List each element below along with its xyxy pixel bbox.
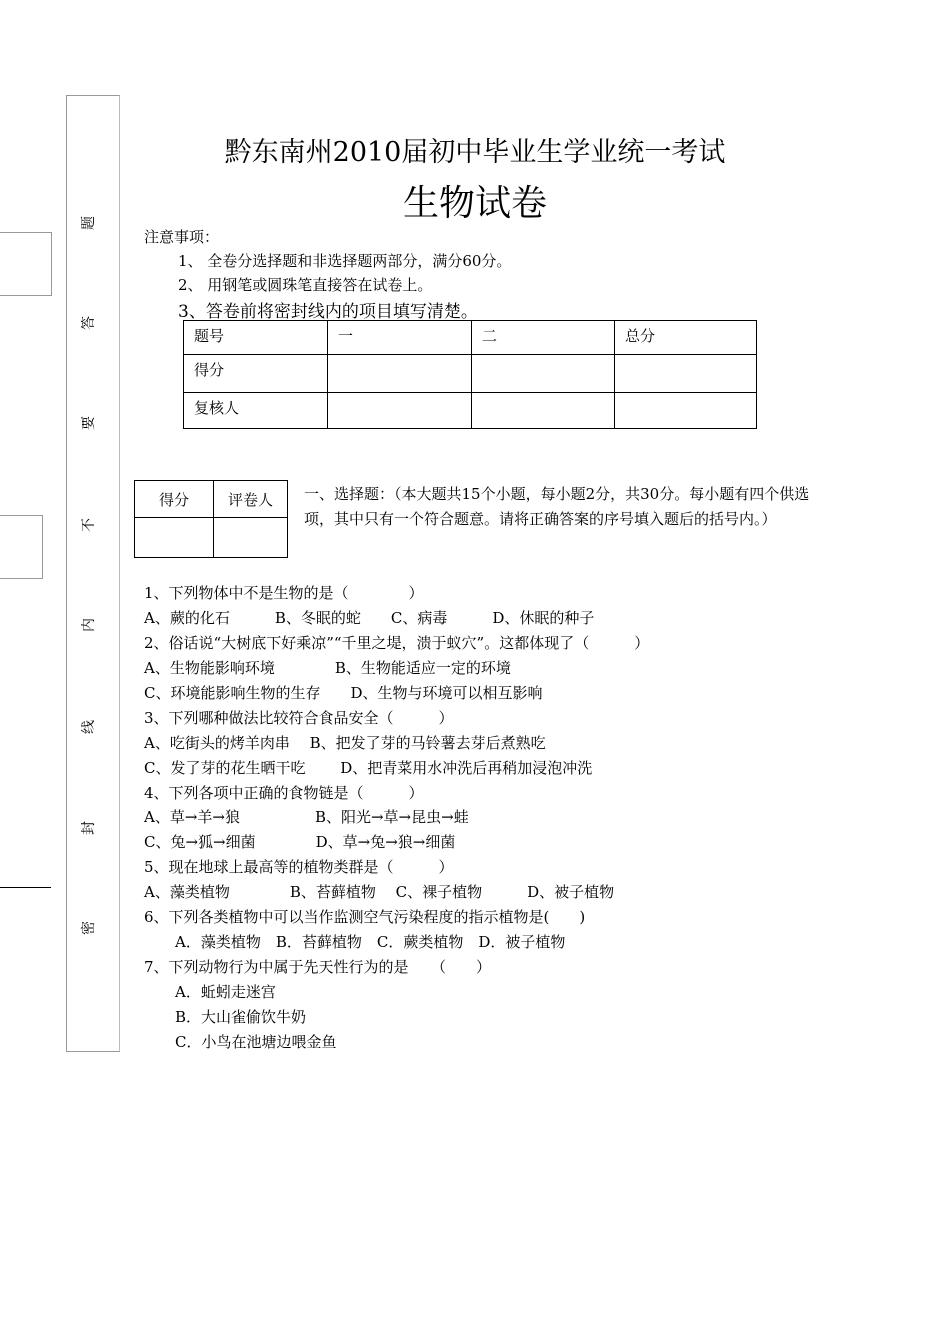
score-table (183, 320, 757, 429)
grader-score-cell[interactable] (135, 518, 214, 558)
question-stem: 7、下列动物行为中属于先天性行为的是 （ ） (144, 958, 492, 976)
score-cell[interactable] (472, 355, 615, 393)
score-header-cell: 二 (472, 321, 615, 355)
grader-name-cell[interactable] (214, 518, 288, 558)
question-options: C、兔→狐→细菌 D、草→兔→狼→细菌 (144, 833, 456, 851)
question-stem: 1、下列物体中不是生物的是（ ） (144, 584, 424, 602)
score-header-cell: 题号 (184, 321, 328, 355)
exam-title: 黔东南州2010届初中毕业生学业统一考试 (224, 137, 726, 168)
score-header-cell: 一 (328, 321, 472, 355)
question-stem: 3、下列哪种做法比较符合食品安全（ ） (144, 709, 454, 727)
exam-subtitle: 生物试卷 (402, 183, 547, 224)
question-stem: 6、下列各类植物中可以当作监测空气污染程度的指示植物是( ) (144, 908, 586, 926)
question-option: A．蚯蚓走迷宫 (175, 983, 276, 1001)
seal-char: 题 (81, 216, 97, 230)
question-stem: 5、现在地球上最高等的植物类群是（ ） (144, 858, 454, 876)
student-info-box-middle (0, 515, 43, 579)
question-options: A、藻类植物 B、苔藓植物 C、裸子植物 D、被子植物 (144, 883, 615, 901)
question-options: A．藻类植物 B．苔藓植物 C．蕨类植物 D．被子植物 (175, 933, 566, 951)
note-item: 3、答卷前将密封线内的项目填写清楚。 (178, 302, 478, 322)
question-options: C、发了芽的花生晒干吃 D、把青菜用水冲洗后再稍加浸泡冲洗 (144, 759, 593, 777)
note-item: 2、 用钢笔或圆珠笔直接答在试卷上。 (178, 276, 433, 294)
seal-char: 不 (81, 518, 97, 532)
student-info-box-top (0, 232, 52, 296)
seal-char: 内 (81, 618, 97, 632)
section-intro: 一、选择题：（本大题共15个小题，每小题2分，共30分。每小题有四个供选项，其中只有一个符合题意。请将正确答案的序号填入题后的括号内。） (304, 485, 810, 528)
grader-table (134, 480, 288, 558)
seal-char: 密 (81, 921, 97, 935)
seal-char: 封 (81, 821, 97, 835)
score-cell[interactable] (328, 355, 472, 393)
question-stem: 2、俗话说“大树底下好乘凉”“千里之堤，溃于蚁穴”。这都体现了（ ） (144, 634, 650, 652)
score-cell[interactable] (615, 355, 757, 393)
question-options: A、吃街头的烤羊肉串 B、把发了芽的马铃薯去芽后煮熟吃 (144, 734, 546, 752)
seal-line-box (66, 95, 120, 1052)
student-info-underline (0, 887, 51, 888)
seal-char: 答 (81, 316, 97, 330)
score-cell[interactable] (615, 393, 757, 429)
grader-header-cell: 评卷人 (214, 481, 288, 518)
seal-char: 要 (81, 416, 97, 430)
question-stem: 4、下列各项中正确的食物链是（ ） (144, 784, 424, 802)
score-row-label: 复核人 (184, 393, 328, 429)
seal-char: 线 (81, 720, 97, 734)
question-options: A、草→羊→狼 B、阳光→草→昆虫→蛙 (144, 808, 469, 826)
question-option: B．大山雀偷饮牛奶 (175, 1008, 307, 1026)
note-item: 1、 全卷分选择题和非选择题两部分，满分60分。 (178, 252, 512, 270)
grader-header-cell: 得分 (135, 481, 214, 518)
question-options: A、生物能影响环境 B、生物能适应一定的环境 (144, 659, 511, 677)
question-options: A、蕨的化石 B、冬眠的蛇 C、病毒 D、休眠的种子 (144, 609, 595, 627)
score-cell[interactable] (472, 393, 615, 429)
question-option: C．小鸟在池塘边喂金鱼 (175, 1033, 337, 1051)
question-options: C、环境能影响生物的生存 D、生物与环境可以相互影响 (144, 684, 543, 702)
score-header-cell: 总分 (615, 321, 757, 355)
notes-heading: 注意事项： (144, 228, 220, 246)
score-row-label: 得分 (184, 355, 328, 393)
score-cell[interactable] (328, 393, 472, 429)
